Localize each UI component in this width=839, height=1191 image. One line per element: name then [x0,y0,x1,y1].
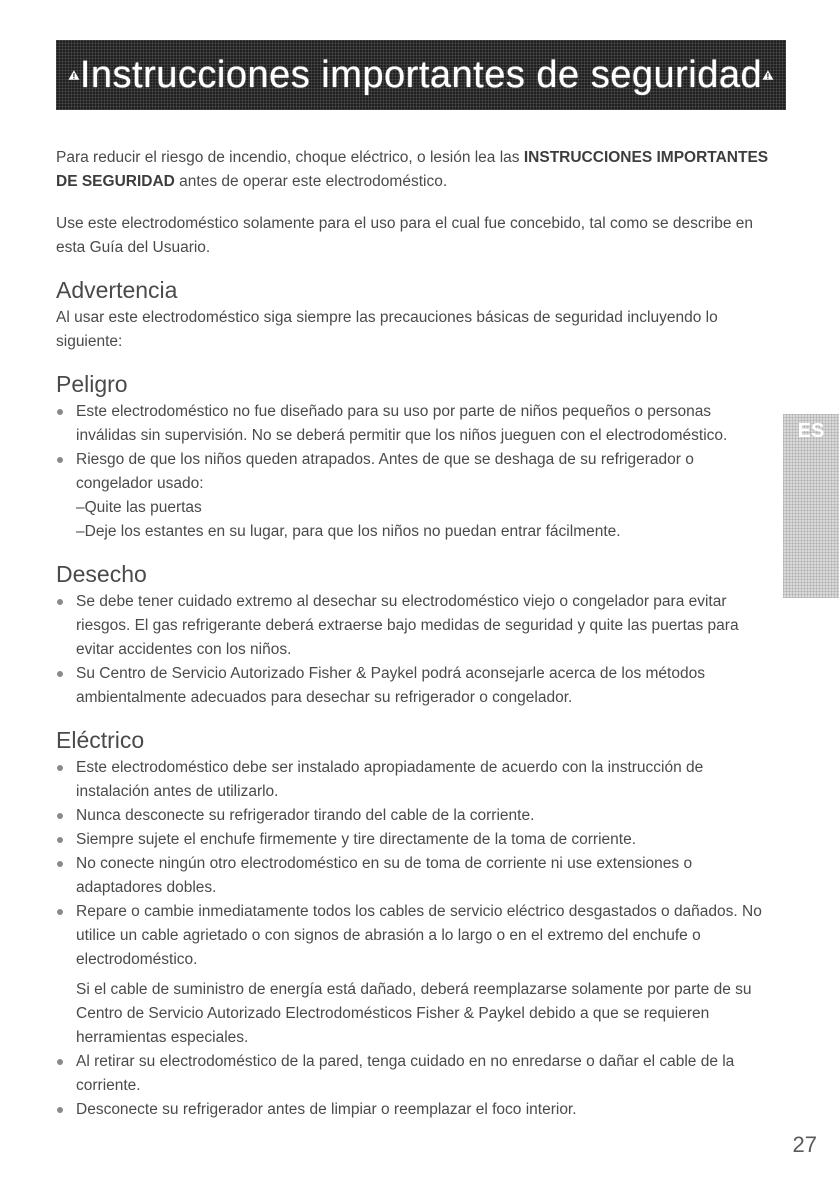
sub-item: –Quite las puertas [76,499,202,516]
language-tab [783,414,839,598]
usage-paragraph: Use este electrodoméstico solamente para el uso para el cual fue concebido, tal como se describe en esta Guía del Usuario. [56,215,754,256]
advertencia-text: Al usar este electrodoméstico siga siempre las precauciones básicas de seguridad incluyendo lo siguiente: [56,309,718,350]
bullet-icon [57,813,63,819]
bullet-icon [57,599,63,605]
bullet-icon [57,765,63,771]
section-desecho [56,560,772,710]
list-item: Nunca desconecte su refrigerador tirando del cable de la corriente. [56,804,772,828]
section-peligro [56,370,772,544]
section-electrico [56,726,772,1122]
section-advertencia [56,276,772,354]
list-item: Al retirar su electrodoméstico de la pared, tenga cuidado en no enredarse o dañar el cable de la corriente. [56,1050,772,1098]
list-item: Este electrodoméstico debe ser instalado apropiadamente de acuerdo con la instrucción de instalación antes de utilizarlo. [56,756,772,804]
section-title: Advertencia [56,277,178,303]
language-tab-label: ES [797,420,825,442]
bullet-icon [57,457,63,463]
list-item: Repare o cambie inmediatamente todos los cables de servicio eléctrico desgastados o dañados. No utilice un cable agrietado o con signos de abrasión a lo largo o en el extremo del enchufe o electrodoméstico. Si el cable de suministro de energía está dañado, deberá reemplazarse solamente por parte de su Centro de Servicio Autorizado Electrodomésticos Fisher & Paykel debido a que se requieren herramientas especiales. [56,900,772,1050]
bullet-icon [57,861,63,867]
section-title: Peligro [56,371,128,397]
warning-triangle-icon [68,51,80,99]
list-item: Su Centro de Servicio Autorizado Fisher & Paykel podrá aconsejarle acerca de los métodos ambientalmente adecuados para desechar su refrigerador o congelador. [56,662,772,710]
page-content [56,146,772,1122]
banner-title: Instrucciones importantes de seguridad [79,53,763,96]
bullet-icon [57,409,63,415]
desecho-list [56,590,772,710]
continuation-paragraph: Si el cable de suministro de energía está dañado, deberá reemplazarse solamente por parte de su Centro de Servicio Autorizado Electrodomésticos Fisher & Paykel debido a que se requieren herramientas especiales. [76,981,752,1046]
intro-paragraph [56,146,772,194]
intro-bold-text: INSTRUCCIONES IMPORTANTES DE SEGURIDAD [56,149,769,190]
list-item: Se debe tener cuidado extremo al desechar su electrodoméstico viejo o congelador para evitar riesgos. El gas refrigerante deberá extraerse bajo medidas de seguridad y quite las puertas para evitar accidentes con los niños. [56,590,772,662]
list-item: Siempre sujete el enchufe firmemente y tire directamente de la toma de corriente. [56,828,772,852]
electrico-list [56,756,772,1122]
section-title: Eléctrico [56,727,145,753]
bullet-icon [57,1107,63,1113]
list-item: No conecte ningún otro electrodoméstico en su de toma de corriente ni use extensiones o adaptadores dobles. [56,852,772,900]
intro-text-1: Para reducir el riesgo de incendio, choque eléctrico, o lesión lea las [56,149,524,166]
page-number: 27 [792,1132,817,1157]
peligro-list [56,400,772,544]
list-item: Desconecte su refrigerador antes de limpiar o reemplazar el foco interior. [56,1098,772,1122]
list-item: Riesgo de que los niños queden atrapados. Antes de que se deshaga de su refrigerador o congelador usado: –Quite las puertas –Deje los estantes en su lugar, para que los niños no puedan entrar fácilmente. [56,448,772,544]
safety-banner [56,40,786,110]
bullet-icon [57,837,63,843]
sub-item: –Deje los estantes en su lugar, para que los niños no puedan entrar fácilmente. [76,523,621,540]
bullet-icon [57,671,63,677]
warning-triangle-icon [762,51,774,99]
bullet-icon [57,909,63,915]
intro-text-2: antes de operar este electrodoméstico. [174,173,448,190]
bullet-icon [57,1059,63,1065]
list-item: Este electrodoméstico no fue diseñado para su uso por parte de niños pequeños o personas inválidas sin supervisión. No se deberá permitir que los niños jueguen con el electrodoméstico. [56,400,772,448]
section-title: Desecho [56,561,147,587]
